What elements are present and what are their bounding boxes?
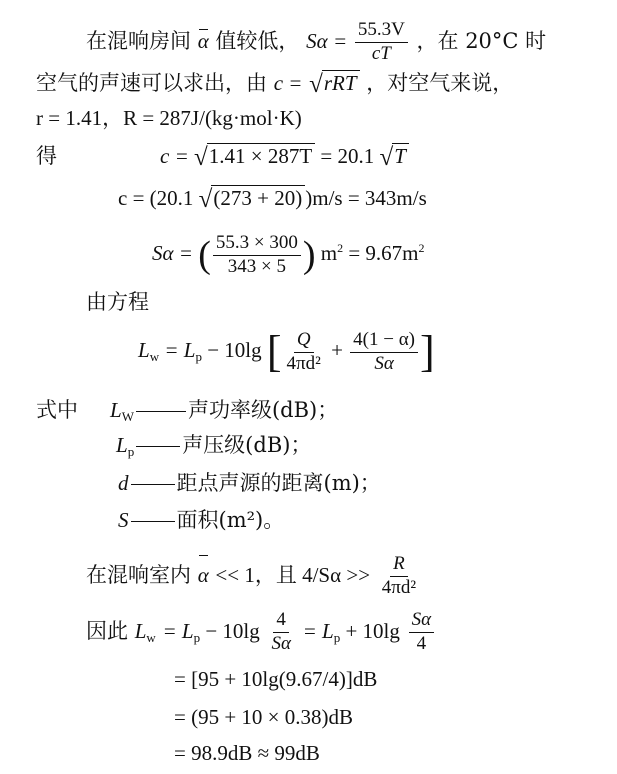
def2-text: 声压级(dB)； xyxy=(182,433,312,457)
p1-pre: 在混响房间 xyxy=(86,28,191,53)
equation-5 xyxy=(86,608,436,655)
p1-alpha-bar: α xyxy=(198,26,209,56)
equation-6 xyxy=(174,664,377,694)
p1-frac-num: 55.3V xyxy=(355,20,408,43)
p1-post: ，在 20°C 时 xyxy=(416,28,547,53)
eq5-lhs-sub: w xyxy=(146,630,156,645)
def1-sym: L xyxy=(110,398,122,422)
eq1-radicand2: T xyxy=(392,143,409,168)
eq3-rhs: m xyxy=(320,241,338,265)
def1-dash xyxy=(136,411,186,412)
def2-dash xyxy=(136,446,180,447)
sqrt-symbol: √ xyxy=(194,144,208,171)
eq4-p-sub: p xyxy=(195,349,202,364)
p1-s-alpha: Sα xyxy=(306,28,328,53)
p5-fraction xyxy=(379,554,419,599)
p2-pre: 空气的声速可以求出，由 xyxy=(36,71,267,95)
eq5-eq: = L xyxy=(162,619,194,643)
eq5-p-sub: p xyxy=(193,630,201,645)
eq6-text: = [95 + 10lg(9.67/4)]dB xyxy=(174,667,378,691)
eq5-mid3: + 10lg xyxy=(340,619,400,643)
eq5-f1-den: Sα xyxy=(271,633,291,654)
def1-sub: W xyxy=(121,409,134,424)
p1-mid: 值较低， xyxy=(215,28,300,53)
eq2-rhs: )m/s = 343m/s xyxy=(305,186,427,210)
p1-frac-den: cT xyxy=(371,42,391,64)
eq7-text: = (95 + 10 × 0.38)dB xyxy=(174,705,354,729)
p1-fraction xyxy=(355,20,408,65)
equation-2 xyxy=(118,183,427,215)
p5-frac-den: 4πd² xyxy=(381,577,417,598)
eq1-mid: = 20.1 xyxy=(320,144,375,168)
eq4-plus: + xyxy=(331,338,343,362)
p2-c-eq: c = xyxy=(273,71,303,95)
p5-alpha-bar: α xyxy=(198,552,209,598)
eq5-lhs: L xyxy=(134,619,147,643)
p2-post: ，对空气来说， xyxy=(366,71,514,95)
eq5-mid2: = L xyxy=(302,619,334,643)
eq3-fraction xyxy=(213,233,301,278)
p2-radicand: rRT xyxy=(322,70,360,95)
paragraph-3 xyxy=(36,103,302,133)
defs-label-text: 式中 xyxy=(36,398,78,422)
eq1-radicand: 1.41 × 287T xyxy=(207,143,315,168)
def2-sub: p xyxy=(127,444,135,459)
def2-sym: L xyxy=(116,433,128,457)
eq1-lhs: c = xyxy=(160,144,189,168)
eq4-eq: = L xyxy=(164,338,196,362)
eq4-f2-num: 4(1 − α) xyxy=(350,330,418,353)
def4-text: 面积(m²)。 xyxy=(176,508,285,532)
eq5-fraction-2 xyxy=(409,610,434,655)
p5-mid: << 1，且 4/Sα >> xyxy=(215,563,371,587)
paragraph-1 xyxy=(86,20,546,65)
eq2-sqrt xyxy=(199,183,306,215)
eq4-lbracket: [ xyxy=(266,327,282,377)
paragraph-5 xyxy=(86,552,421,599)
eq3-sup2: 2 xyxy=(418,241,425,255)
equation-1 xyxy=(36,141,57,171)
paragraph-4 xyxy=(86,287,149,317)
eq3-frac-den: 343 × 5 xyxy=(227,255,286,277)
eq5-f1-num: 4 xyxy=(273,610,289,633)
eq3-lparen: ( xyxy=(198,234,211,277)
def1-text: 声功率级(dB)； xyxy=(187,398,339,422)
p3-text: r = 1.41，R = 287J/(kg·mol·K) xyxy=(36,106,302,130)
eq1-sqrt xyxy=(194,141,315,173)
equation-4 xyxy=(138,322,435,378)
def-item-2 xyxy=(116,430,311,460)
eq3-lhs: Sα = xyxy=(152,241,193,265)
eq1-label: 得 xyxy=(36,144,57,168)
p5-frac-num: R xyxy=(390,554,408,577)
p4-text: 由方程 xyxy=(86,290,149,314)
def-item-1 xyxy=(110,395,338,425)
defs-label xyxy=(36,395,78,425)
eq4-fraction-2 xyxy=(350,330,418,375)
def-item-4 xyxy=(118,505,284,535)
equation-1-body xyxy=(160,141,409,173)
eq8-text: = 98.9dB ≈ 99dB xyxy=(174,741,320,765)
def-item-3 xyxy=(118,468,381,498)
eq4-f1-den: 4πd² xyxy=(286,352,321,374)
eq4-fraction-1 xyxy=(284,330,324,375)
sqrt-symbol: √ xyxy=(309,71,323,98)
p1-equals: = xyxy=(334,28,347,53)
p2-sqrt xyxy=(309,68,359,100)
eq5-f2-den: 4 xyxy=(416,633,427,654)
eq2-radicand: (273 + 20) xyxy=(211,185,305,210)
eq5-p-sub2: p xyxy=(333,630,341,645)
eq2-lhs: c = (20.1 xyxy=(118,186,194,210)
def3-dash xyxy=(131,484,175,485)
def4-sym: S xyxy=(118,508,129,532)
eq3-frac-num: 55.3 × 300 xyxy=(213,233,301,256)
eq5-fraction-1 xyxy=(268,610,293,655)
eq4-lhs-sub: w xyxy=(149,349,160,364)
eq4-f1-num: Q xyxy=(294,330,314,353)
def4-dash xyxy=(131,521,175,522)
sqrt-symbol: √ xyxy=(379,144,394,171)
eq4-f2-den: Sα xyxy=(374,352,394,374)
eq3-rhs2: = 9.67m xyxy=(343,241,419,265)
eq3-rparen: ) xyxy=(302,234,316,277)
p5-pre: 在混响室内 xyxy=(86,563,191,587)
eq5-f2-num: Sα xyxy=(409,610,434,633)
equation-7 xyxy=(174,702,353,732)
paragraph-2 xyxy=(36,68,513,100)
sqrt-symbol: √ xyxy=(198,186,213,213)
eq3-sup: 2 xyxy=(337,241,344,255)
eq4-lhs: L xyxy=(138,338,150,362)
eq1-sqrt2 xyxy=(380,141,409,173)
eq5-label: 因此 xyxy=(86,619,128,643)
def3-text: 距点声源的距离(m)； xyxy=(176,471,381,495)
eq4-rbracket: ] xyxy=(420,327,435,377)
eq4-mid: − 10lg xyxy=(201,338,262,362)
equation-8 xyxy=(174,738,320,768)
eq5-mid: − 10lg xyxy=(200,619,260,643)
equation-3 xyxy=(152,228,425,278)
def3-sym: d xyxy=(118,471,129,495)
